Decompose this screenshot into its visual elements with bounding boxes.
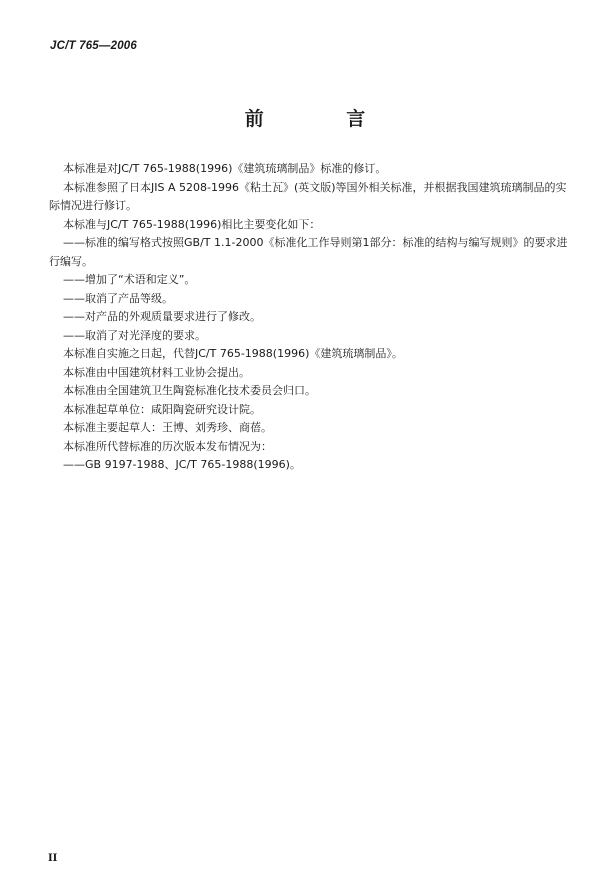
- paragraph-proposer: 本标准由中国建筑材料工业协会提出。: [63, 365, 250, 379]
- paragraph-revision-basis: 本标准是对JC/T 765-1988(1996)《建筑琉璃制品》标准的修订。: [63, 162, 387, 175]
- change-item-terms: ——增加了“术语和定义”。: [63, 273, 196, 286]
- foreword-body: [49, 160, 574, 475]
- page-title: 前 言: [244, 108, 404, 130]
- change-item-grades: ——取消了产品等级。: [63, 291, 173, 305]
- change-item-gloss: ——取消了对光泽度的要求。: [63, 328, 206, 342]
- page-number: II: [48, 853, 58, 864]
- paragraph-changes-intro: 本标准与JC/T 765-1988(1996)相比主要变化如下：: [63, 217, 321, 231]
- paragraph-reference-standards: 本标准参照了日本JIS A 5208-1996《粘土瓦》(英文版)等国外相关标准，并根据我国建筑琉璃制品的实际情况进行修订。: [49, 180, 567, 212]
- paragraph-drafters: 本标准主要起草人：王博、刘秀珍、商蓓。: [63, 421, 272, 434]
- paragraph-replacement: 本标准自实施之日起，代替JC/T 765-1988(1996)《建筑琉璃制品》。: [63, 347, 403, 360]
- standard-code-header: JC/T 765—2006: [50, 40, 137, 52]
- paragraph-history-intro: 本标准所代替标准的历次版本发布情况为：: [63, 439, 272, 453]
- change-item-format: ——标准的编写格式按照GB/T 1.1-2000《标准化工作导则第1部分：标准的结构与编写规则》的要求进行编写。: [49, 236, 568, 268]
- paragraph-drafting-unit: 本标准起草单位：咸阳陶瓷研究设计院。: [63, 402, 261, 416]
- paragraph-history-versions: ——GB 9197-1988、JC/T 765-1988(1996)。: [63, 458, 301, 471]
- change-item-appearance: ——对产品的外观质量要求进行了修改。: [63, 310, 261, 323]
- paragraph-committee: 本标准由全国建筑卫生陶瓷标准化技术委员会归口。: [63, 384, 316, 397]
